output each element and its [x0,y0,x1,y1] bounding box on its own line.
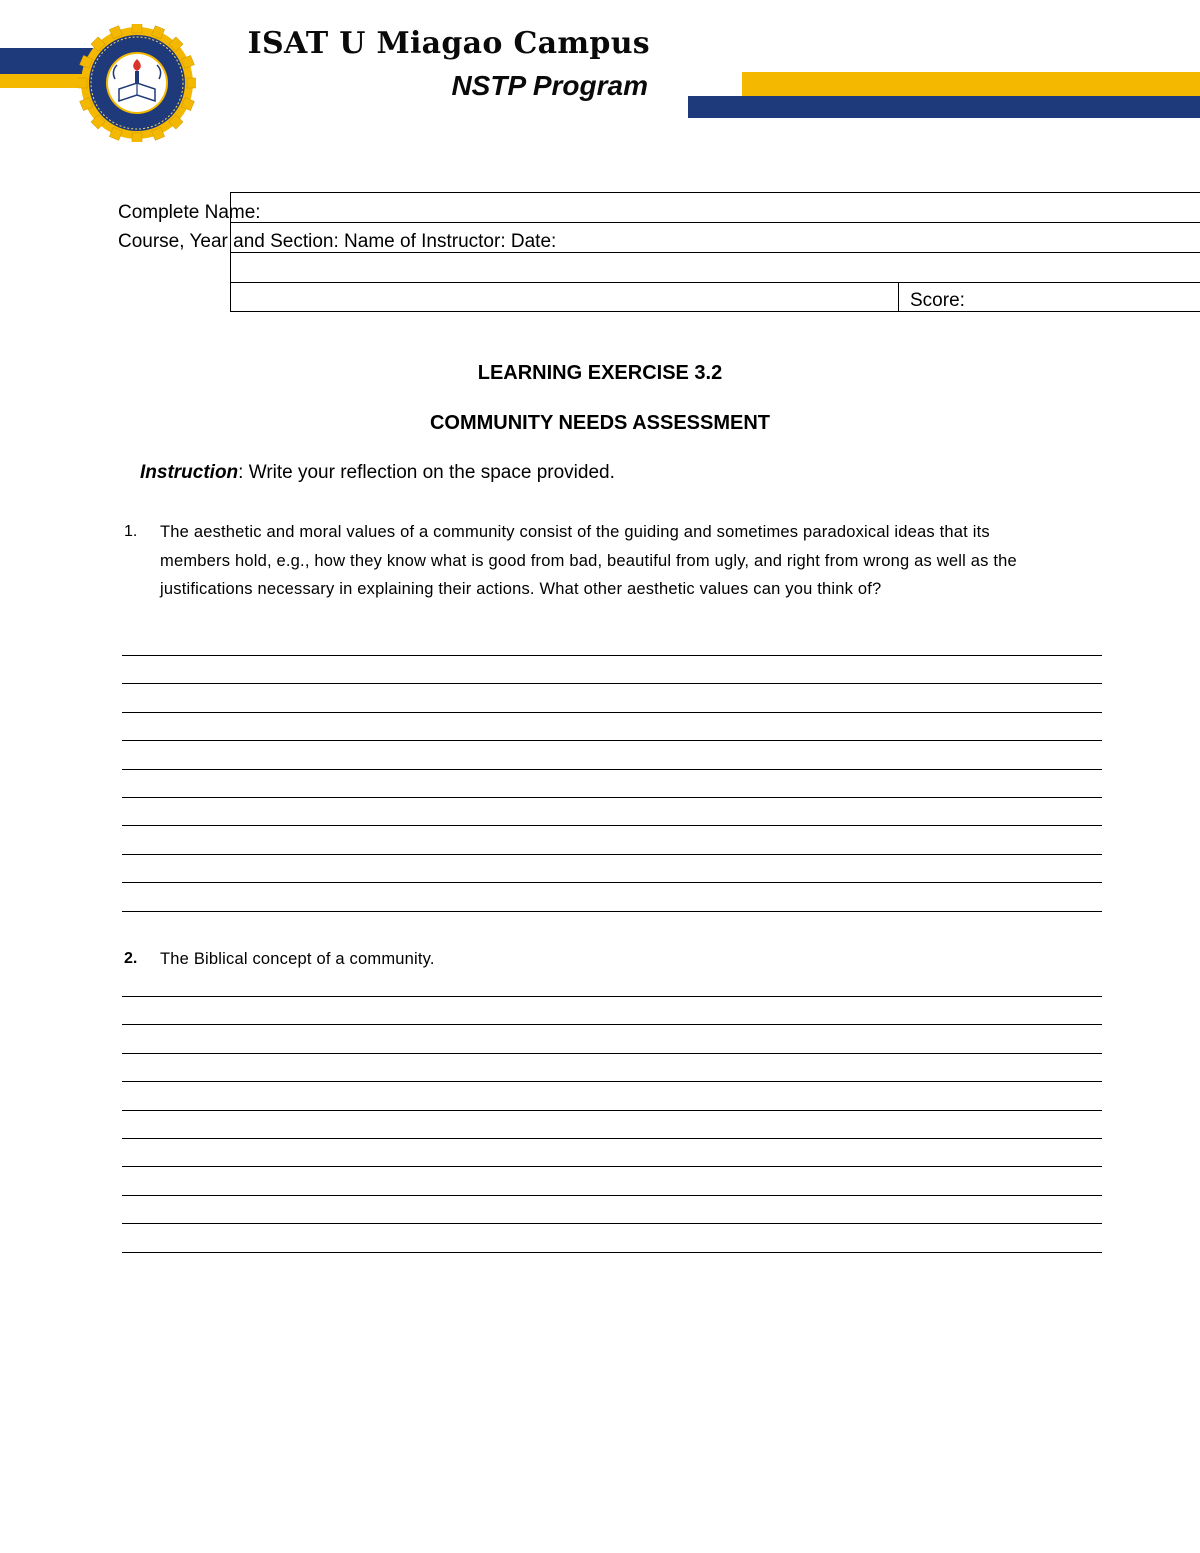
answer-line[interactable] [122,1223,1102,1224]
complete-name-label: Complete Name: [118,202,261,223]
answer-line[interactable] [122,1081,1102,1082]
exercise-subtitle: COMMUNITY NEEDS ASSESSMENT [429,412,771,434]
question-number: 1. [124,523,138,540]
answer-line[interactable] [122,911,1102,912]
answer-line[interactable] [122,1166,1102,1167]
answer-line[interactable] [122,655,1102,656]
answer-line[interactable] [122,1195,1102,1196]
answer-line[interactable] [122,1024,1102,1025]
answer-line[interactable] [122,1110,1102,1111]
question-text: The aesthetic and moral values of a community consist of the guiding and sometimes paradoxical ideas that its members hold, e.g., how they know what is good from bad, beautiful from ugly, and right from wrong as well as the justifications necessary in explaining their actions. What other aesthetic values can you think of? [160,523,1017,598]
score-cell-divider [898,282,899,312]
info-row-divider [230,282,1200,283]
info-row-divider [230,222,1200,223]
answer-line[interactable] [122,683,1102,684]
score-label: Score: [910,290,965,311]
question-number: 2. [124,950,138,967]
question-text: The Biblical concept of a community. [160,950,435,968]
instruction-text: : Write your reflection on the space provided. [238,462,615,483]
course-section-label: Course, Year and Section: Name of Instructor: Date: [118,231,557,252]
answer-line[interactable] [122,1138,1102,1139]
answer-line[interactable] [122,712,1102,713]
answer-line[interactable] [122,1053,1102,1054]
program-name: NSTP Program [451,70,648,101]
answer-line[interactable] [122,740,1102,741]
answer-line[interactable] [122,797,1102,798]
header-navy-bar-right [688,96,1200,118]
answer-line[interactable] [122,825,1102,826]
answer-line[interactable] [122,769,1102,770]
university-seal-icon [78,24,196,142]
instruction-label: Instruction [140,462,239,483]
instruction [140,462,615,484]
answer-line[interactable] [122,996,1102,997]
exercise-title: LEARNING EXERCISE 3.2 [477,362,723,384]
answer-line[interactable] [122,854,1102,855]
institution-name: ISAT U Miagao Campus [247,26,650,61]
answer-line[interactable] [122,1252,1102,1253]
answer-line[interactable] [122,882,1102,883]
